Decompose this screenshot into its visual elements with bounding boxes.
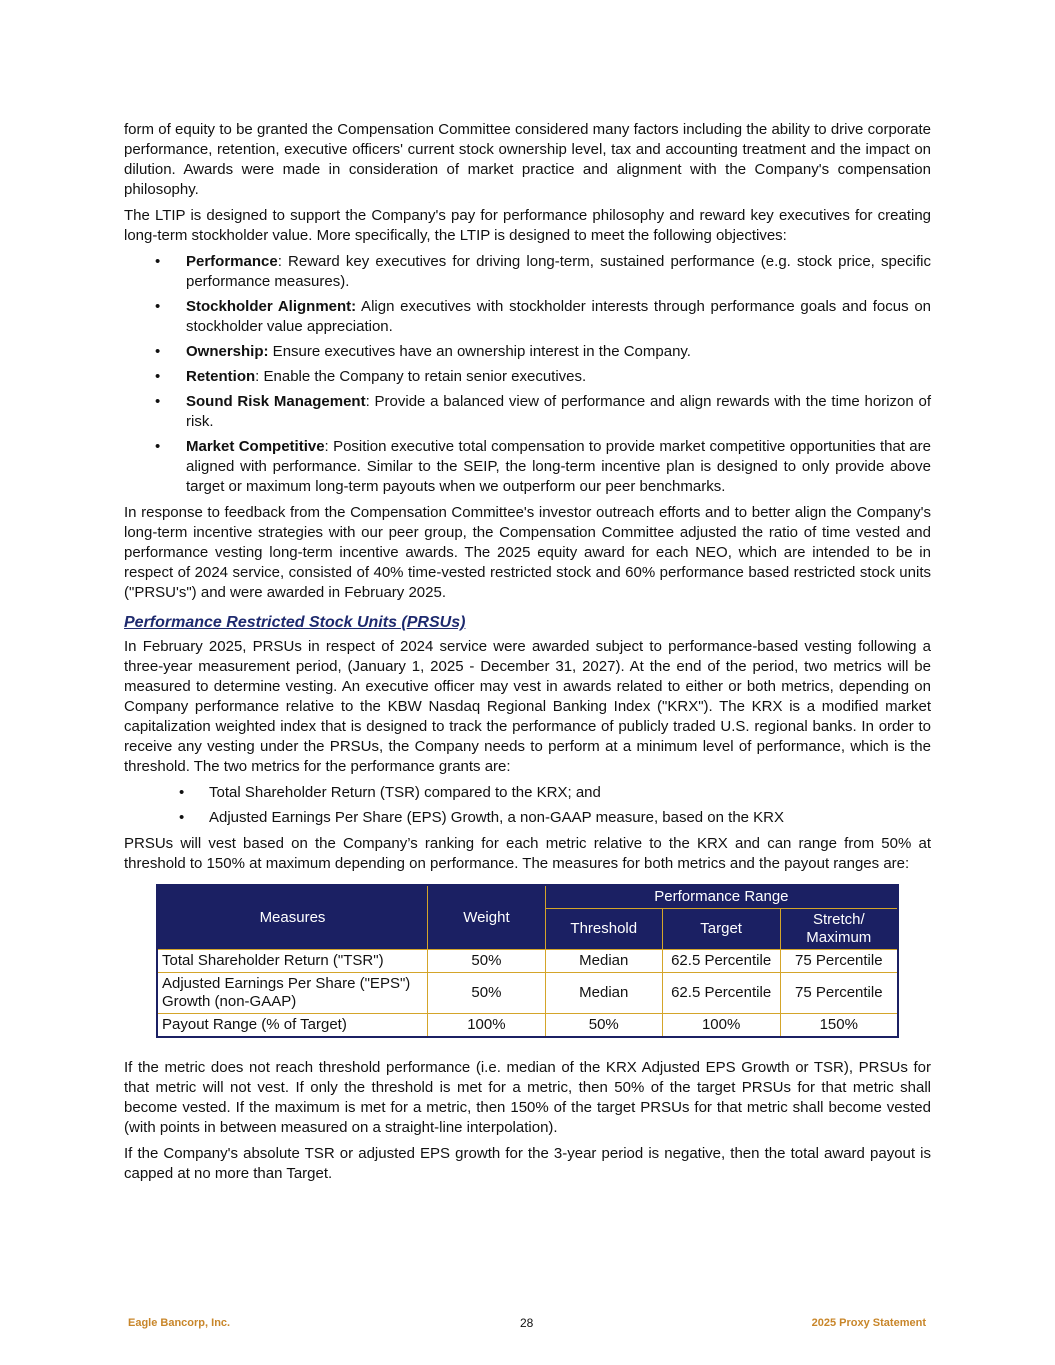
term: Retention: [186, 368, 256, 385]
cell: Adjusted Earnings Per Share ("EPS") Growth (non-GAAP): [157, 973, 428, 1014]
table-row: [157, 973, 898, 1014]
desc: Ensure executives have an ownership interest in the Company.: [268, 343, 691, 360]
metrics-list: [124, 783, 931, 828]
document-body: [124, 120, 931, 1190]
bullet-icon: •: [155, 253, 161, 270]
paragraph: If the Company's absolute TSR or adjusted EPS growth for the 3-year period is negative, then the total award payout is capped at no more than Target.: [124, 1145, 931, 1182]
desc: Align executives with stockholder interests through performance goals and focus on stockholder value appreciation.: [186, 298, 931, 335]
header-measures: Measures: [157, 885, 428, 950]
term: Ownership:: [186, 343, 269, 360]
bullet-icon: •: [179, 784, 185, 801]
desc: Reward key executives for driving long-term, sustained performance (e.g. stock price, specific performance measures).: [186, 253, 931, 290]
list-item: [124, 808, 931, 828]
cell: Median: [545, 950, 662, 973]
cell: 75 Percentile: [780, 973, 898, 1014]
list-item: [124, 297, 931, 337]
paragraph: If the metric does not reach threshold performance (i.e. median of the KRX Adjusted EPS Growth or TSR), PRSUs for that metric will not vest. If only the threshold is met for a metric, then 50% of the target PRSUs for that metric shall become vested. If the maximum is met for a metric, then 150% of the target PRSUs for that metric shall become vested (with points in between measured on a straight-line interpolation).: [124, 1059, 931, 1136]
section-heading: Performance Restricted Stock Units (PRSUs): [124, 614, 466, 631]
list-item: [124, 392, 931, 432]
sep: :: [324, 438, 329, 455]
bullet-icon: •: [155, 298, 161, 315]
term: Sound Risk Management: [186, 393, 366, 410]
footer-company: Eagle Bancorp, Inc.: [128, 1317, 231, 1329]
header-performance-range: Performance Range: [545, 885, 898, 909]
cell: 50%: [545, 1014, 662, 1038]
paragraph: The LTIP is designed to support the Company's pay for performance philosophy and reward key executives for creating long-term stockholder value. More specifically, the LTIP is designed to meet the following objectives:: [124, 207, 931, 244]
term: Stockholder Alignment:: [186, 298, 357, 315]
cell: 62.5 Percentile: [662, 973, 780, 1014]
objectives-list: [124, 252, 931, 497]
metric: Total Shareholder Return (TSR) compared to the KRX; and: [209, 784, 601, 801]
bullet-icon: •: [155, 393, 161, 410]
paragraph: In response to feedback from the Compensation Committee's investor outreach efforts and to better align the Company's long-term incentive strategies with our peer group, the Compensation Committee adjusted the ratio of time vested and performance vesting long-term incentive awards. The 2025 equity award for each NEO, which are intended to be in respect of 2024 service, consisted of 40% time-vested restricted stock and 60% performance based restricted stock units ("PRSU's") and were awarded in February 2025.: [124, 504, 931, 601]
cell: Total Shareholder Return ("TSR"): [157, 950, 428, 973]
term: Performance: [186, 253, 278, 270]
bullet-icon: •: [155, 438, 161, 455]
cell: 50%: [428, 973, 546, 1014]
header-weight: Weight: [428, 885, 546, 950]
page-number: 28: [520, 1316, 534, 1330]
paragraph: In February 2025, PRSUs in respect of 2024 service were awarded subject to performance-based vesting following a three-year measurement period, (January 1, 2025 - December 31, 2027). At the end of the period, two metrics will be measured to determine vesting. An executive officer may vest in awards related to either or both metrics, depending on Company performance relative to the KBW Nasdaq Regional Banking Index ("KRX"). The KRX is a modified market capitalization weighted index that is designed to track the performance of publicly traded U.S. regional banks. In order to receive any vesting under the PRSUs, the Company needs to perform at a minimum level of performance, which is the threshold. The two metrics for the performance grants are:: [124, 638, 931, 775]
list-item: [124, 342, 931, 362]
sep: :: [255, 368, 260, 385]
sep: :: [365, 393, 370, 410]
performance-table: [156, 884, 899, 1038]
term: Market Competitive: [186, 438, 325, 455]
desc: Position executive total compensation to provide market competitive opportunities that are aligned with performance. Similar to the SEIP, the long-term incentive plan is designed to only provide above target or maximum long-term payouts when we outperform our peer benchmarks.: [186, 438, 931, 495]
table-row: [157, 950, 898, 973]
list-item: [124, 783, 931, 803]
desc: Enable the Company to retain senior executives.: [259, 368, 587, 385]
list-item: [124, 252, 931, 292]
cell: 75 Percentile: [780, 950, 898, 973]
header-threshold: Threshold: [545, 909, 662, 950]
desc: Provide a balanced view of performance and align rewards with the time horizon of risk.: [186, 393, 932, 430]
header-stretch: Stretch/ Maximum: [780, 909, 898, 950]
list-item: [124, 367, 931, 387]
bullet-icon: •: [155, 368, 161, 385]
list-item: [124, 437, 931, 497]
paragraph: form of equity to be granted the Compensation Committee considered many factors including the ability to drive corporate performance, retention, executive officers' current stock ownership level, tax and accounting treatment and the impact on dilution. Awards were made in consideration of market practice and alignment with the Company's compensation philosophy.: [124, 121, 931, 198]
paragraph: PRSUs will vest based on the Company’s ranking for each metric relative to the KRX and can range from 50% at threshold to 150% at maximum depending on performance. The measures for both metrics and the payout ranges are:: [124, 835, 931, 872]
cell: Payout Range (% of Target): [157, 1014, 428, 1038]
cell: 100%: [662, 1014, 780, 1038]
cell: 50%: [428, 950, 546, 973]
footer-title: 2025 Proxy Statement: [811, 1317, 926, 1329]
cell: 100%: [428, 1014, 546, 1038]
sep: :: [277, 253, 282, 270]
table-row: [157, 1014, 898, 1038]
bullet-icon: •: [155, 343, 161, 360]
cell: Median: [545, 973, 662, 1014]
header-target: Target: [662, 909, 780, 950]
cell: 150%: [780, 1014, 898, 1038]
bullet-icon: •: [179, 809, 185, 826]
cell: 62.5 Percentile: [662, 950, 780, 973]
metric: Adjusted Earnings Per Share (EPS) Growth, a non-GAAP measure, based on the KRX: [209, 809, 785, 826]
